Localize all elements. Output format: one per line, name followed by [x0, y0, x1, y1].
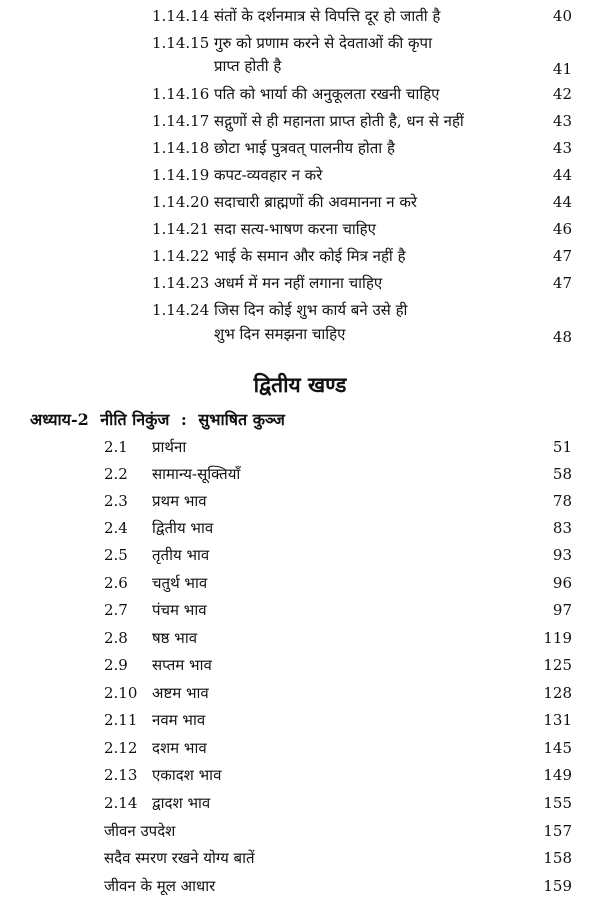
entry-title: संतों के दर्शनमात्र से विपत्ति दूर हो जाती है — [214, 7, 441, 25]
entry-page: 40 — [552, 7, 572, 25]
entry-title: तृतीय भाव — [152, 546, 210, 564]
entry-title: भाई के समान और कोई मित्र नहीं है — [214, 247, 406, 265]
entry-number: 1.14.21 — [152, 220, 210, 238]
entry-title: कपट-व्यवहार न करे — [214, 166, 323, 184]
entry-page: 44 — [552, 193, 572, 211]
entry-page: 48 — [552, 328, 572, 346]
entry-page: 47 — [552, 247, 572, 265]
entry-number: 2.12 — [104, 739, 138, 757]
entry-number: 2.3 — [104, 492, 128, 510]
entry-number: 1.14.19 — [152, 166, 210, 184]
entry-title: पंचम भाव — [152, 601, 207, 619]
entry-title: सदाचारी ब्राह्मणों की अवमानना न करे — [214, 193, 418, 211]
entry-title: सदैव स्मरण रखने योग्य बातें — [104, 849, 255, 867]
entry-title: जीवन उपदेश — [104, 822, 176, 840]
entry-number: 2.13 — [104, 766, 138, 784]
entry-number: 2.5 — [104, 546, 128, 564]
entry-title: सदा सत्य-भाषण करना चाहिए — [214, 220, 376, 238]
entry-number: 1.14.16 — [152, 85, 210, 103]
entry-title: अष्टम भाव — [152, 684, 209, 702]
entry-page: 43 — [552, 139, 572, 157]
entry-page: 149 — [543, 766, 572, 784]
entry-number: 1.14.15 — [152, 34, 210, 52]
entry-number: 2.8 — [104, 629, 128, 647]
entry-number: 2.14 — [104, 794, 138, 812]
entry-page: 83 — [552, 519, 572, 537]
entry-title: गुरु को प्रणाम करने से देवताओं की कृपा — [214, 34, 432, 52]
section-heading: द्वितीय खण्ड — [253, 372, 347, 397]
entry-title: षष्ठ भाव — [152, 629, 198, 647]
entry-number: 1.14.20 — [152, 193, 210, 211]
entry-number: 2.9 — [104, 656, 128, 674]
entry-title: अधर्म में मन नहीं लगाना चाहिए — [214, 274, 383, 292]
entry-page: 41 — [552, 60, 572, 78]
entry-title: जिस दिन कोई शुभ कार्य बने उसे ही — [214, 301, 408, 319]
entry-title: नवम भाव — [152, 711, 206, 729]
chapter-heading — [30, 409, 285, 431]
entry-page: 58 — [552, 465, 572, 483]
entry-title: एकादश भाव — [152, 766, 222, 784]
entry-number: 1.14.14 — [152, 7, 210, 25]
entry-title: दशम भाव — [152, 739, 207, 757]
entry-page: 119 — [543, 629, 572, 647]
entry-number: 1.14.22 — [152, 247, 210, 265]
entry-page: 46 — [552, 220, 572, 238]
chapter-subtitle: सुभाषित कुञ्ज — [198, 410, 285, 429]
chapter-separator: : — [180, 410, 187, 429]
chapter-title: नीति निकुंज — [100, 410, 170, 429]
entry-page: 93 — [552, 546, 572, 564]
entry-number: 2.7 — [104, 601, 128, 619]
entry-title: सप्तम भाव — [152, 656, 212, 674]
entry-number: 2.11 — [104, 711, 138, 729]
entry-page: 155 — [543, 794, 572, 812]
entry-title-continued: प्राप्त होती है — [214, 57, 282, 75]
entry-number: 1.14.18 — [152, 139, 210, 157]
entry-title: द्वितीय भाव — [152, 519, 214, 537]
entry-title: प्रार्थना — [152, 438, 187, 456]
entry-page: 145 — [543, 739, 572, 757]
entry-title: सामान्य-सूक्तियाँ — [152, 465, 241, 483]
entry-page: 43 — [552, 112, 572, 130]
entry-number: 1.14.24 — [152, 301, 210, 319]
entry-number: 2.10 — [104, 684, 138, 702]
entry-page: 42 — [552, 85, 572, 103]
entry-title: प्रथम भाव — [152, 492, 207, 510]
entry-page: 125 — [543, 656, 572, 674]
entry-number: 2.2 — [104, 465, 128, 483]
entry-title: पति को भार्या की अनुकूलता रखनी चाहिए — [214, 85, 440, 103]
entry-page: 128 — [543, 684, 572, 702]
entry-page: 96 — [552, 574, 572, 592]
entry-title-continued: शुभ दिन समझना चाहिए — [214, 325, 346, 343]
entry-page: 78 — [552, 492, 572, 510]
entry-page: 51 — [552, 438, 572, 456]
entry-number: 2.6 — [104, 574, 128, 592]
entry-page: 159 — [543, 877, 572, 895]
entry-number: 2.4 — [104, 519, 128, 537]
entry-page: 47 — [552, 274, 572, 292]
entry-page: 158 — [543, 849, 572, 867]
entry-number: 2.1 — [104, 438, 128, 456]
entry-title: चतुर्थ भाव — [152, 574, 208, 592]
entry-page: 97 — [552, 601, 572, 619]
entry-title: सद्गुणों से ही महानता प्राप्त होती है, धन से नहीं — [214, 112, 464, 130]
entry-title: जीवन के मूल आधार — [104, 877, 216, 895]
entry-title: छोटा भाई पुत्रवत् पालनीय होता है — [214, 139, 395, 157]
entry-page: 157 — [543, 822, 572, 840]
entry-number: 1.14.17 — [152, 112, 210, 130]
chapter-label: अध्याय-2 — [30, 410, 89, 429]
entry-title: द्वादश भाव — [152, 794, 211, 812]
entry-number: 1.14.23 — [152, 274, 210, 292]
entry-page: 44 — [552, 166, 572, 184]
entry-page: 131 — [543, 711, 572, 729]
